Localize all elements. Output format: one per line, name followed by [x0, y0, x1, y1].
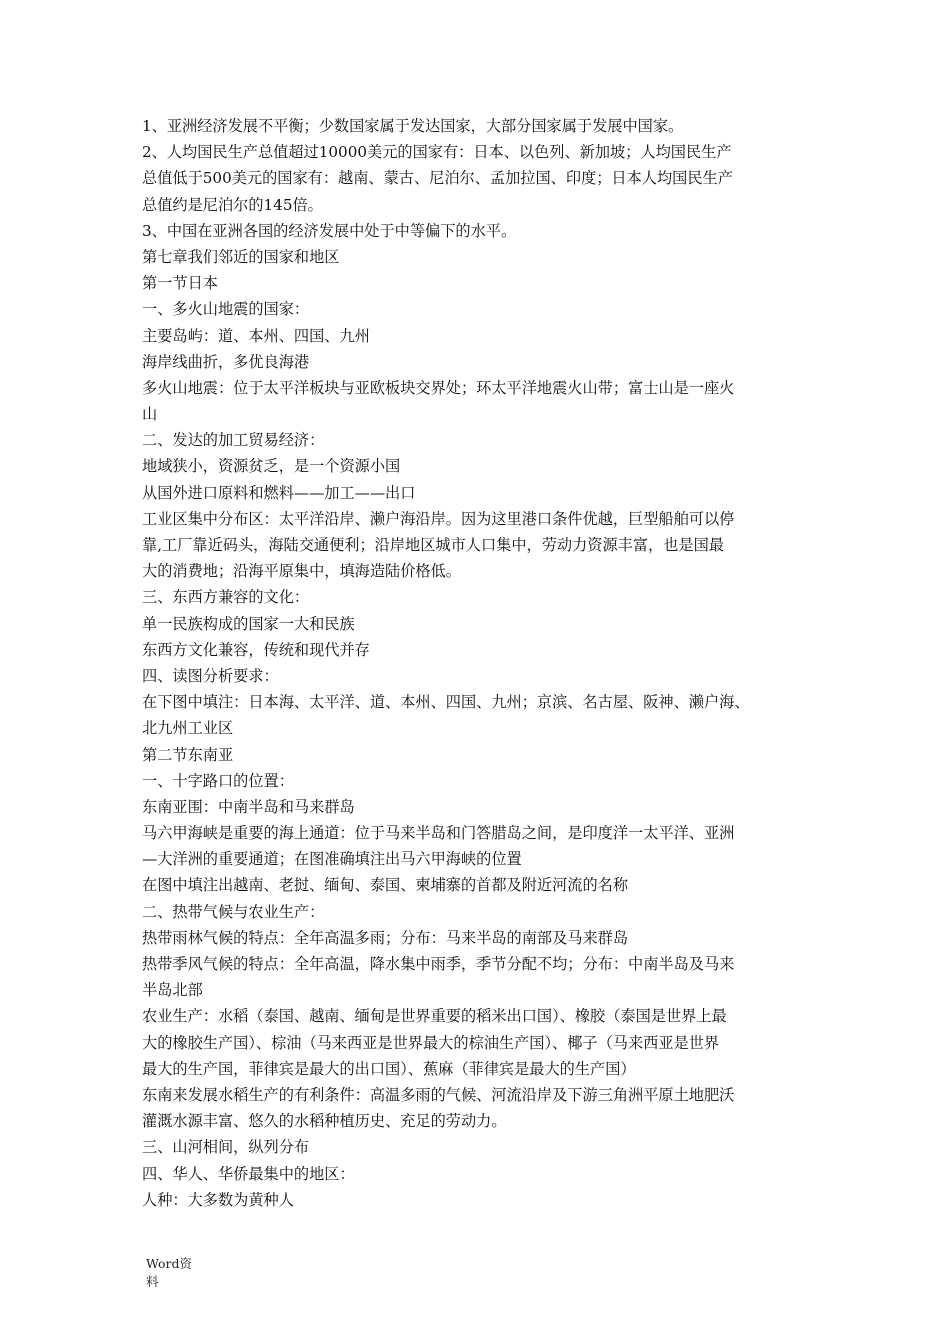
text-line: 在下图中填注：日本海、太平洋、道、本州、四国、九州；京滨、名古屋、阪神、濑户海、 — [142, 693, 750, 712]
text-line: 2、人均国民生产总值超过10000美元的国家有：日本、以色列、新加坡；人均国民生产 — [142, 143, 732, 162]
text-line: 海岸线曲折，多优良海港 — [142, 352, 310, 371]
text-line: —大洋洲的重要通道；在图准确填注出马六甲海峡的位置 — [142, 850, 522, 869]
text-line: 东西方文化兼容，传统和现代并存 — [142, 640, 370, 659]
text-line: 主要岛屿：道、本州、四国、九州 — [142, 326, 370, 345]
text-line: 3、中国在亚洲各国的经济发展中处于中等偏下的水平。 — [142, 221, 517, 240]
subsection-heading: 二、热带气候与农业生产： — [142, 902, 325, 921]
text-line: 总值低于500美元的国家有：越南、蒙古、尼泊尔、孟加拉国、印度；日本人均国民生产 — [142, 169, 733, 188]
page-footer — [146, 1255, 206, 1291]
text-line: 马六甲海峡是重要的海上通道：位于马来半岛和门答腊岛之间，是印度洋一太平洋、亚洲 — [142, 824, 735, 843]
section-heading: 第二节东南亚 — [142, 745, 234, 764]
text-line: 工业区集中分布区：太平洋沿岸、濑户海沿岸。因为这里港口条件优越，巨型船舶可以停 — [142, 509, 735, 528]
text-line: 单一民族构成的国家一大和民族 — [142, 614, 355, 633]
text-line: 多火山地震：位于太平洋板块与亚欧板块交界处；环太平洋地震火山带；富士山是一座火 — [142, 378, 735, 397]
section-heading: 第一节日本 — [142, 274, 218, 293]
subsection-heading: 一、十字路口的位置： — [142, 771, 294, 790]
document-body — [142, 113, 822, 1213]
text-line: 1、亚洲经济发展不平衡；少数国家属于发达国家，大部分国家属于发展中国家。 — [142, 117, 684, 135]
text-line: 半岛北部 — [142, 981, 203, 1000]
text-line: 人种：大多数为黄种人 — [142, 1190, 294, 1209]
subsection-heading: 二、发达的加工贸易经济： — [142, 431, 325, 450]
footer-line: Word资 — [146, 1256, 193, 1271]
text-line: 大的消费地；沿海平原集中，填海造陆价格低。 — [142, 562, 461, 581]
text-line: 靠,工厂靠近码头，海陆交通便利；沿岸地区城市人口集中，劳动力资源丰富，也是国最 — [142, 536, 724, 554]
text-line: 从国外进口原料和燃料——加工——出口 — [142, 483, 416, 502]
text-line: 在图中填注出越南、老挝、缅甸、泰国、柬埔寨的首都及附近河流的名称 — [142, 876, 628, 895]
text-line: 大的橡胶生产国）、棕油（马来西亚是世界最大的棕油生产国）、椰子（马来西亚是世界 — [142, 1033, 720, 1052]
text-line: 东南来发展水稻生产的有利条件：高温多雨的气候、河流沿岸及下游三角洲平原土地肥沃 — [142, 1085, 735, 1104]
text-line: 热带季风气候的特点：全年高温，降水集中雨季，季节分配不均；分布：中南半岛及马来 — [142, 955, 735, 973]
chapter-heading: 第七章我们邻近的国家和地区 — [142, 247, 340, 266]
text-line: 最大的生产国，菲律宾是最大的出口国）、蕉麻（菲律宾是最大的生产国） — [142, 1059, 636, 1078]
subsection-heading: 四、读图分析要求： — [142, 666, 279, 685]
footer-line: 料 — [146, 1274, 159, 1289]
text-line: 山 — [142, 405, 158, 424]
text-line: 灌溉水源丰富、悠久的水稻种植历史、充足的劳动力。 — [142, 1112, 507, 1131]
text-line: 农业生产：水稻（泰国、越南、缅甸是世界重要的稻米出口国）、橡胶（泰国是世界上最 — [142, 1007, 727, 1026]
text-line: 总值约是尼泊尔的145倍。 — [142, 195, 323, 214]
subsection-heading: 四、华人、华侨最集中的地区： — [142, 1164, 355, 1183]
text-line: 热带雨林气候的特点：全年高温多雨；分布：马来半岛的南部及马来群岛 — [142, 928, 628, 947]
text-line: 北九州工业区 — [142, 719, 234, 738]
text-line: 地域狭小，资源贫乏，是一个资源小国 — [142, 457, 401, 476]
subsection-heading: 三、东西方兼容的文化： — [142, 588, 310, 607]
subsection-heading: 一、多火山地震的国家： — [142, 300, 310, 319]
subsection-heading: 三、山河相间，纵列分布 — [142, 1138, 310, 1157]
text-line: 东南亚围：中南半岛和马来群岛 — [142, 797, 355, 816]
